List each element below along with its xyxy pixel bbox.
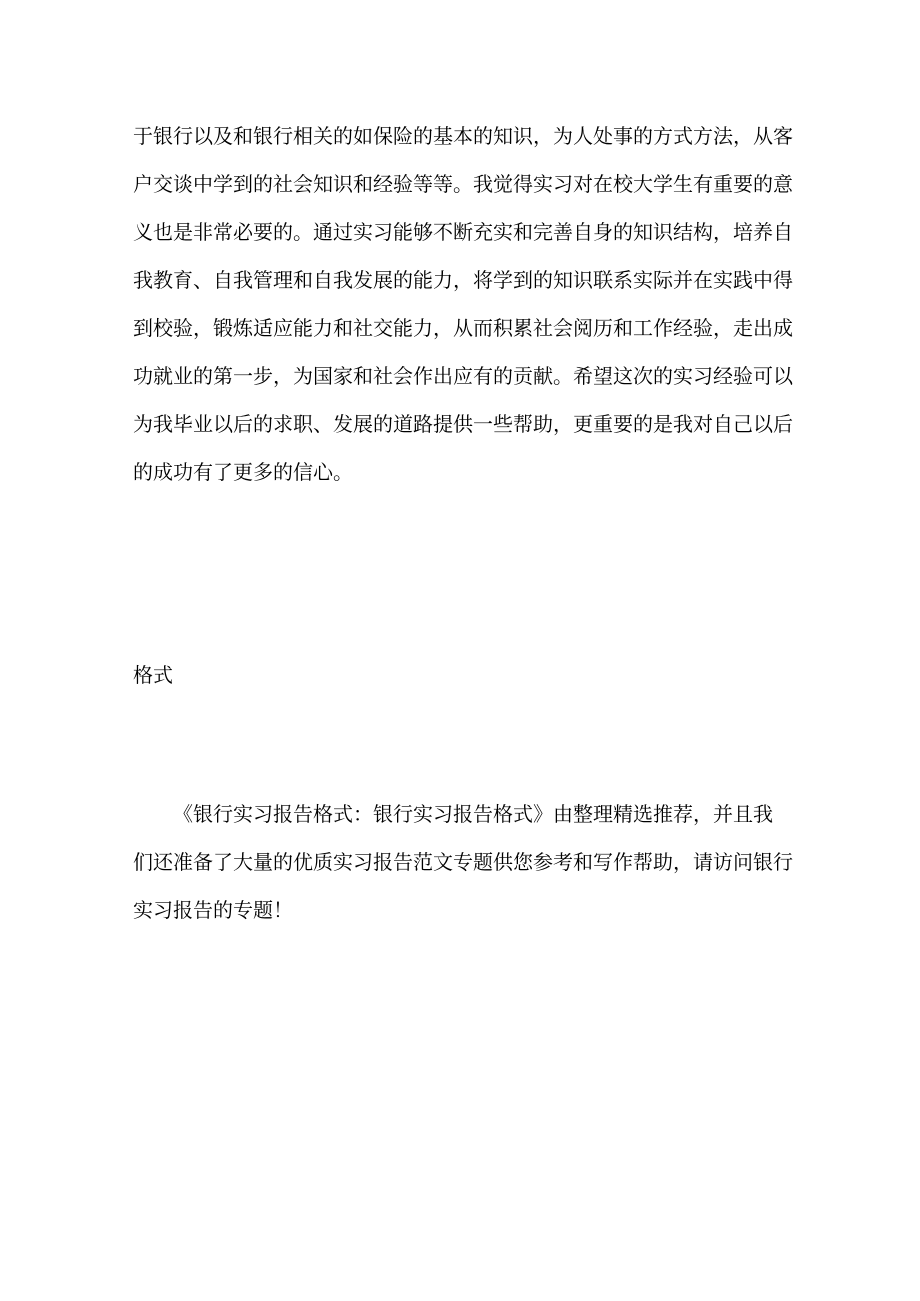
paragraph1-line-8: 的成功有了更多的信心。 [133, 460, 353, 484]
paragraph2-line-2: 们还准备了大量的优质实习报告范文专题供您参考和写作帮助，请访问银行 [133, 850, 793, 874]
paragraph1-line-1: 于银行以及和银行相关的如保险的基本的知识，为人处事的方式方法，从客 [133, 124, 793, 148]
section-heading: 格式 [133, 663, 173, 687]
paragraph1-line-2: 户交谈中学到的社会知识和经验等等。我觉得实习对在校大学生有重要的意 [133, 172, 793, 196]
paragraph2-line-1: 《银行实习报告格式：银行实习报告格式》由整理精选推荐，并且我 [173, 802, 773, 826]
paragraph1-line-7: 为我毕业以后的求职、发展的道路提供一些帮助，更重要的是我对自己以后 [133, 412, 793, 436]
paragraph1-line-3: 义也是非常必要的。通过实习能够不断充实和完善自身的知识结构，培养自 [133, 220, 793, 244]
paragraph1-line-5: 到校验，锻炼适应能力和社交能力，从而积累社会阅历和工作经验，走出成 [133, 316, 793, 340]
paragraph1-line-6: 功就业的第一步，为国家和社会作出应有的贡献。希望这次的实习经验可以 [133, 364, 793, 388]
paragraph2-line-3: 实习报告的专题！ [133, 898, 293, 922]
paragraph1-line-4: 我教育、自我管理和自我发展的能力，将学到的知识联系实际并在实践中得 [133, 268, 793, 292]
